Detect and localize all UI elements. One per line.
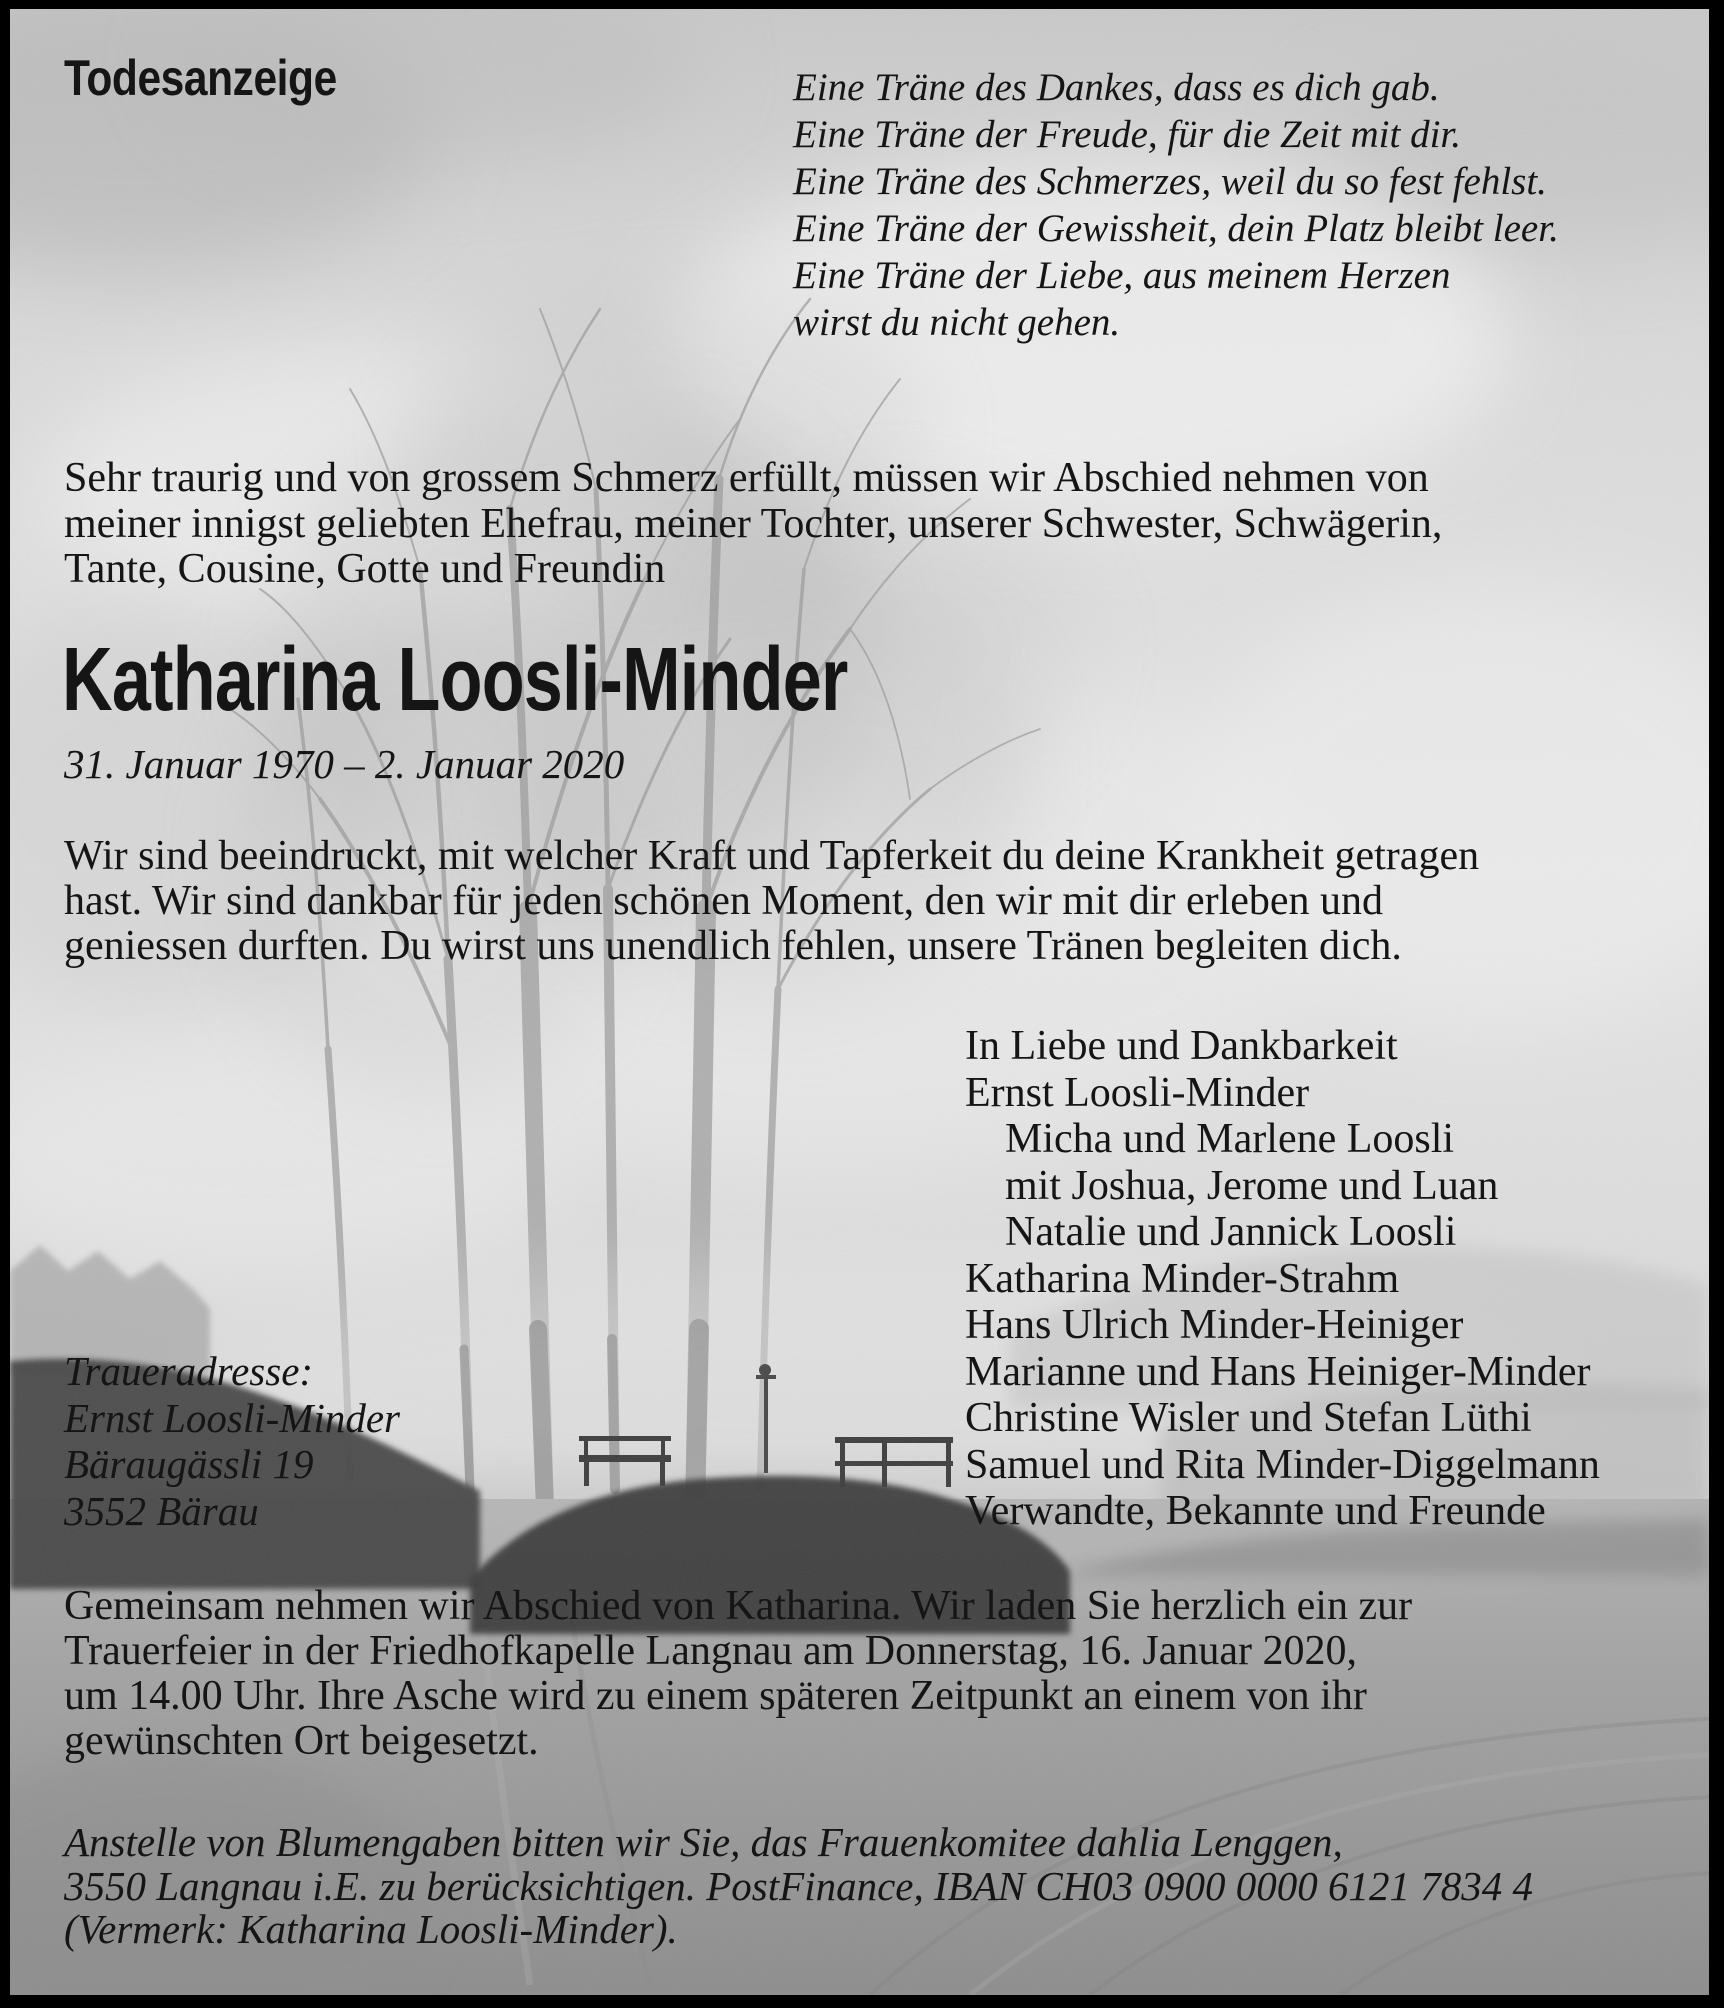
intro-line: Tante, Cousine, Gotte und Freundin bbox=[64, 546, 666, 592]
mourner-line: mit Joshua, Jerome und Luan bbox=[1005, 1162, 1499, 1209]
mourner-line: Katharina Minder-Strahm bbox=[965, 1255, 1400, 1302]
tribute-line: hast. Wir sind dankbar für jeden schönen Moment, den wir mit dir erleben und bbox=[64, 878, 1384, 924]
poem-line: Eine Träne der Freude, für die Zeit mit dir. bbox=[793, 113, 1462, 156]
mourner-line: Hans Ulrich Minder-Heiniger bbox=[965, 1302, 1464, 1348]
mourner-line: In Liebe und Dankbarkeit bbox=[965, 1023, 1398, 1069]
mourning-address-lines bbox=[64, 1395, 400, 1535]
poem-line: Eine Träne des Schmerzes, weil du so fest fehlst. bbox=[793, 160, 1547, 203]
notice-type-label bbox=[64, 50, 385, 106]
mourner-line: Natalie und Jannick Loosli bbox=[1005, 1209, 1457, 1255]
donation-line: 3550 Langnau i.E. zu berücksichtigen. PostFinance, IBAN CH03 0900 0000 6121 7834 4 bbox=[64, 1862, 1534, 1909]
mourning-address-block bbox=[64, 1348, 400, 1534]
poem-line: wirst du nicht gehen. bbox=[793, 301, 1121, 344]
address-line: Ernst Loosli-Minder bbox=[64, 1394, 400, 1441]
poem-line: Eine Träne des Dankes, dass es dich gab. bbox=[793, 66, 1440, 109]
donation-line: (Vermerk: Katharina Loosli-Minder). bbox=[64, 1906, 678, 1952]
mourner-line: Samuel und Rita Minder-Diggelmann bbox=[965, 1441, 1600, 1488]
mourner-line: Ernst Loosli-Minder bbox=[965, 1069, 1310, 1116]
donation-line: Anstelle von Blumengaben bitten wir Sie, das Frauenkomitee dahlia Lenggen, bbox=[64, 1819, 1343, 1865]
life-dates: 31. Januar 1970 – 2. Januar 2020 bbox=[64, 741, 625, 787]
memorial-poem bbox=[793, 64, 1559, 346]
mourners-list bbox=[965, 1023, 1600, 1535]
intro-line: meiner innigst geliebten Ehefrau, meiner Tochter, unserer Schwester, Schwägerin, bbox=[64, 500, 1443, 547]
intro-line: Sehr traurig und von grossem Schmerz erfüllt, müssen wir Abschied nehmen von bbox=[64, 455, 1429, 501]
intro-paragraph bbox=[64, 456, 1442, 593]
funeral-line: gewünschten Ort beigesetzt. bbox=[64, 1718, 539, 1764]
mourner-line: Christine Wisler und Stefan Lüthi bbox=[965, 1395, 1532, 1441]
tribute-line: geniessen durften. Du wirst uns unendlich fehlen, unsere Tränen begleiten dich. bbox=[64, 923, 1402, 969]
tribute-line: Wir sind beeindruckt, mit welcher Kraft und Tapferkeit du deine Krankheit getragen bbox=[64, 833, 1480, 879]
funeral-line: Trauerfeier in der Friedhofkapelle Langnau am Donnerstag, 16. Januar 2020, bbox=[64, 1628, 1358, 1674]
poem-line: Eine Träne der Liebe, aus meinem Herzen bbox=[793, 254, 1451, 297]
poem-line: Eine Träne der Gewissheit, dein Platz bleibt leer. bbox=[793, 207, 1559, 250]
tribute-paragraph bbox=[64, 834, 1479, 969]
address-line: Bäraugässli 19 bbox=[64, 1441, 314, 1487]
donation-paragraph bbox=[64, 1821, 1533, 1952]
mourner-line: Micha und Marlene Loosli bbox=[1005, 1116, 1455, 1162]
deceased-name bbox=[62, 630, 1069, 730]
notice-type-text: Todesanzeige bbox=[64, 50, 337, 106]
address-line: 3552 Bärau bbox=[64, 1487, 259, 1534]
deceased-name-text: Katharina Loosli-Minder bbox=[62, 630, 848, 730]
mourning-address-label: Traueradresse: bbox=[64, 1348, 314, 1394]
mourner-line: Marianne und Hans Heiniger-Minder bbox=[965, 1348, 1591, 1395]
funeral-line: um 14.00 Uhr. Ihre Asche wird zu einem späteren Zeitpunkt an einem von ihr bbox=[64, 1673, 1367, 1719]
funeral-paragraph bbox=[64, 1584, 1412, 1764]
mourner-line: Verwandte, Bekannte und Freunde bbox=[965, 1488, 1546, 1534]
funeral-line: Gemeinsam nehmen wir Abschied von Katharina. Wir laden Sie herzlich ein zur bbox=[64, 1583, 1413, 1629]
